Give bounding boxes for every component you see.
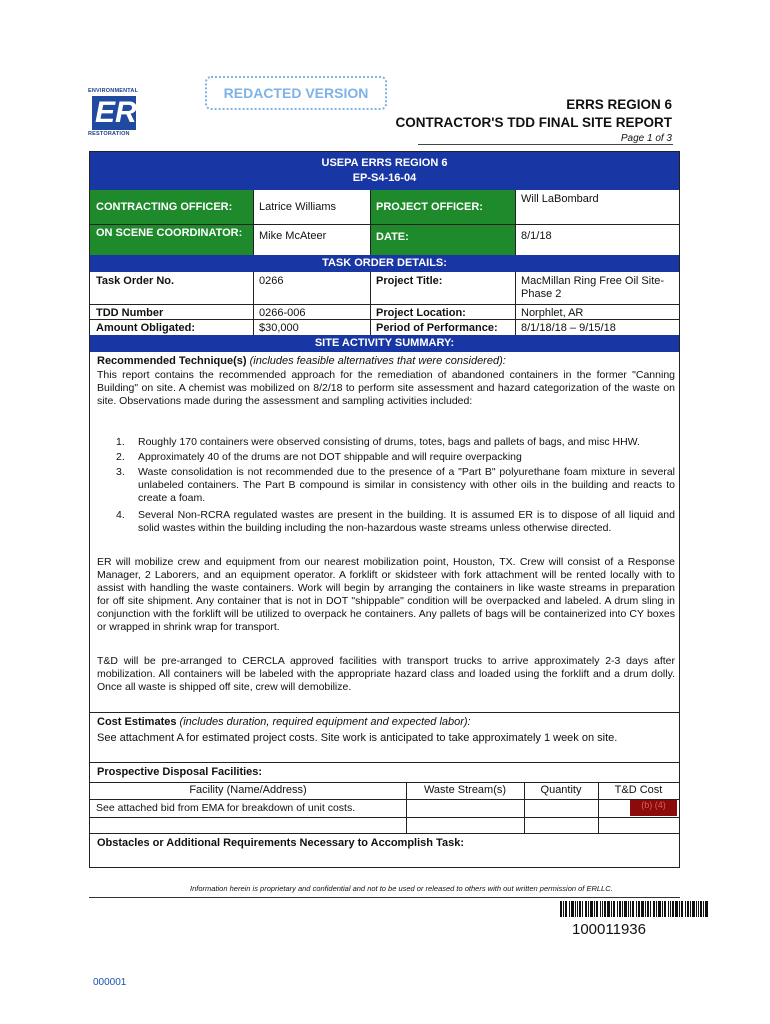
project-officer-value: Will LaBombard [521, 193, 599, 205]
contracting-officer-label: CONTRACTING OFFICER: [90, 190, 253, 224]
col-quantity: Quantity [540, 784, 582, 796]
list-item [116, 509, 675, 535]
list-number: 4. [116, 509, 125, 521]
facility-row-1: See attached bid from EMA for breakdown of unit costs. [96, 802, 356, 814]
grid-line [524, 782, 525, 833]
list-number: 3. [116, 466, 125, 478]
list-item [116, 451, 675, 464]
confidentiality-note: Information herein is proprietary and confidential and not to be used or released to others with out written permission of ERLLC. [190, 884, 613, 893]
disposal-heading: Prospective Disposal Facilities: [97, 766, 263, 778]
tdd-number-value: 0266-006 [259, 307, 306, 319]
footer-rule [89, 897, 680, 898]
contracting-officer-value: Latrice Williams [259, 201, 337, 213]
document-id: 000001 [93, 977, 127, 988]
header-report-title: CONTRACTOR'S TDD FINAL SITE REPORT [395, 115, 672, 130]
project-title-label: Project Title: [376, 275, 443, 287]
cost-heading-note: (includes duration, required equipment and expected labor): [179, 716, 471, 728]
grid-line [90, 799, 679, 800]
title-band-line2: EP-S4-16-04 [352, 172, 417, 184]
grid-line [90, 224, 679, 225]
grid-line [90, 304, 679, 305]
obstacles-heading: Obstacles or Additional Requirements Necessary to Accomplish Task: [97, 837, 464, 849]
list-item-text: Waste consolidation is not recommended due to the presence of a "Part B" polyurethane foam mixture in several unlabeled containers. The Part B compound is similar in consistency with other oils in the building and reacts to create a foam. [138, 466, 675, 504]
technique-heading-note: (includes feasible alternatives that were considered): [249, 355, 506, 367]
cost-text: See attachment A for estimated project costs. Site work is anticipated to take approximately 1 week on site. [97, 732, 618, 744]
grid-line [598, 782, 599, 833]
list-item [116, 466, 675, 505]
technique-heading [97, 355, 675, 368]
grid-line [90, 782, 679, 783]
header-rule [418, 144, 673, 145]
osc-value: Mike McAteer [259, 230, 327, 242]
list-item-text: Roughly 170 containers were observed consisting of drums, totes, bags and pallets of bags, and misc HHW. [138, 436, 640, 448]
header-region: ERRS REGION 6 [566, 97, 672, 112]
task-order-label: Task Order No. [96, 275, 175, 287]
grid-line [90, 817, 679, 818]
period-value: 8/1/18/18 – 9/15/18 [521, 322, 616, 334]
project-title-value: MacMillan Ring Free Oil Site-Phase 2 [521, 275, 665, 300]
grid-line [253, 272, 254, 335]
col-facility: Facility (Name/Address) [189, 784, 307, 796]
period-label: Period of Performance: [376, 322, 498, 334]
cost-heading-label: Cost Estimates [97, 716, 177, 728]
grid-line [515, 272, 516, 335]
barcode-bars [560, 901, 708, 917]
list-item [116, 436, 675, 449]
redaction-block: (b) (4) [630, 800, 677, 816]
col-waste-stream: Waste Stream(s) [423, 784, 507, 796]
date-value: 8/1/18 [521, 230, 552, 242]
cost-heading [97, 716, 675, 729]
site-activity-band: SITE ACTIVITY SUMMARY: [90, 335, 679, 352]
grid-line [90, 712, 679, 713]
project-location-label: Project Location: [376, 307, 466, 319]
date-label: DATE: [370, 224, 515, 255]
grid-line [370, 272, 371, 335]
technique-heading-label: Recommended Technique(s) [97, 355, 247, 367]
task-order-value: 0266 [259, 275, 284, 287]
list-item-text: Approximately 40 of the drums are not DOT shippable and will require overpacking [138, 451, 522, 463]
redacted-version-stamp: REDACTED VERSION [205, 76, 387, 110]
grid-line [90, 833, 679, 834]
page-number: Page 1 of 3 [620, 133, 672, 144]
amount-obligated-label: Amount Obligated: [96, 322, 195, 334]
logo-top-text: ENVIRONMENTAL [88, 88, 139, 94]
title-band [90, 152, 679, 190]
logo-mark [92, 96, 136, 130]
grid-line [515, 190, 516, 255]
amount-obligated-value: $30,000 [259, 322, 299, 334]
list-number: 1. [116, 436, 125, 448]
logo-bottom-text: RESTORATION [88, 131, 130, 137]
grid-line [370, 190, 371, 255]
technique-intro: This report contains the recommended approach for the remediation of abandoned containers in the former "Canning Building" on site. A chemist was mobilized on 8/2/18 to perform site assessment and hazard categorization of the waste on site. Observations made during the assessment and sampling activities included: [97, 369, 675, 407]
grid-line [406, 782, 407, 833]
grid-line [90, 319, 679, 320]
project-location-value: Norphlet, AR [521, 307, 584, 319]
grid-line [90, 762, 679, 763]
tdd-number-label: TDD Number [96, 307, 164, 319]
project-officer-label: PROJECT OFFICER: [370, 190, 515, 224]
mobilization-paragraph: ER will mobilize crew and equipment from our nearest mobilization point, Houston, TX. Crew will consist of a Response Manager, 2 Laborers, and an equipment operator. A forklift or skidsteer with fork attachment will be rented locally with to assist with handling the waste containers. Work will begin by arranging the containers in like waste streams in preparation for off site shipment. Any container that is not in DOT "shippable" condition will be overpacked and labeled. A drum sling in conjunction with the forklift will be utilized to overpack he containers. Any pallets of bags will be containerized into CY boxes or wrapped in shrink wrap for transport. [97, 556, 675, 633]
list-number: 2. [116, 451, 125, 463]
task-order-band: TASK ORDER DETAILS: [90, 255, 679, 272]
list-item-text: Several Non-RCRA regulated wastes are present in the building. It is assumed ER is to dispose of all liquid and solid wastes within the building including the non-hazardous waste streams unless otherwise directed. [138, 509, 675, 534]
col-td-cost: T&D Cost [614, 784, 663, 796]
logo-mark-text: ER [95, 96, 137, 129]
company-logo [88, 88, 148, 138]
report-form [89, 151, 680, 868]
grid-line [253, 190, 254, 255]
osc-label: ON SCENE COORDINATOR: [90, 224, 253, 255]
barcode-number: 100011936 [572, 921, 646, 938]
title-band-line1: USEPA ERRS REGION 6 [321, 157, 448, 169]
barcode-image [560, 901, 708, 917]
td-paragraph: T&D will be pre-arranged to CERCLA approved facilities with transport trucks to arrive approximately 2-3 days after mobilization. All containers will be labeled with the appropriate hazard class and loaded using the forklift and a drum dolly. Once all waste is shipped off site, crew will demobilize. [97, 655, 675, 693]
